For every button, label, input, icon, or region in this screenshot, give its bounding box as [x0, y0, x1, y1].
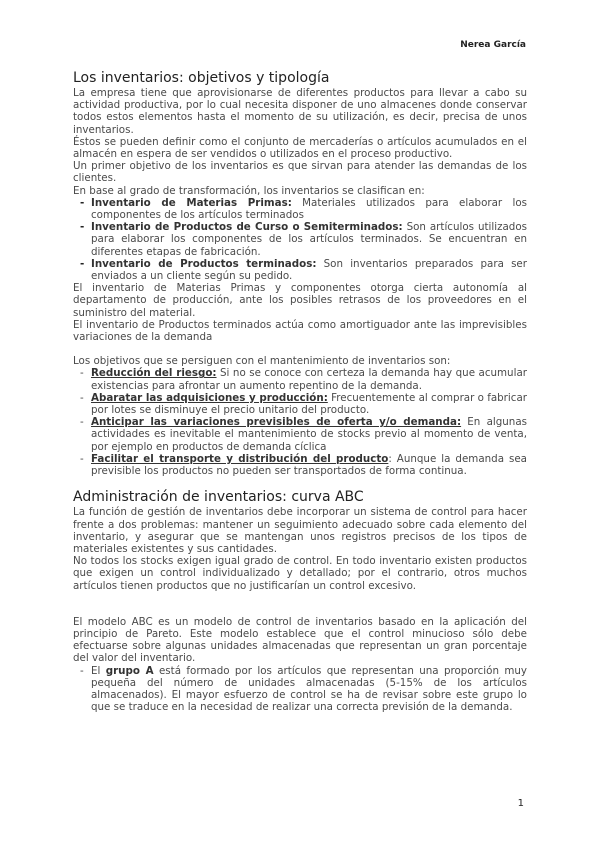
list-item-prefix: El — [91, 664, 106, 677]
list-item-text: Si no se conoce con certeza la demanda hay que acumular existencias para afrontar un aumento repentino de la demanda. — [91, 367, 527, 392]
list-item-text: : Aunque la demanda sea previsible los productos no pueden ser transportados de forma continua. — [91, 452, 527, 478]
objectives-list — [73, 367, 527, 477]
list-item — [73, 453, 527, 477]
list-item-term: Facilitar el transporte y distribución del producto — [91, 452, 389, 465]
list-item-text: Son artículos utilizados para elaborar los componentes de los artículos terminados. Se encuentran en diferentes etapas de fabricación. — [91, 221, 528, 258]
paragraph: El inventario de Materias Primas y componentes otorga cierta autonomía al departamento de producción, ante los posibles retrasos de los proveedores en el suministro del material. — [73, 282, 527, 319]
paragraph: Un primer objetivo de los inventarios es que sirvan para atender las demandas de los clientes. — [73, 160, 527, 185]
paragraph: El inventario de Productos terminados actúa como amortiguador ante las imprevisibles variaciones de la demanda — [73, 318, 527, 344]
list-item — [73, 416, 527, 453]
paragraph: El modelo ABC es un modelo de control de inventarios basado en la aplicación del principio de Pareto. Este modelo establece que el control minucioso sólo debe efectuarse sobre algunas unidades almacenadas que representan un gran porcentaje del valor del inventario. — [73, 615, 527, 665]
list-item — [73, 392, 527, 416]
list-item-term: Inventario de Productos de Curso o Semiterminados: — [91, 221, 403, 234]
paragraph: No todos los stocks exigen igual grado de control. En todo inventario existen productos que exigen un control individualizado y detallado; por el contrario, otros muchos artículos tienen productos que no justificarían un control excesivo. — [73, 555, 527, 592]
page-header-author: Nerea García — [460, 40, 526, 50]
abc-groups-list — [73, 665, 527, 714]
document-body — [73, 70, 527, 713]
paragraph: La función de gestión de inventarios debe incorporar un sistema de control para hacer frente a dos problemas: mantener un seguimiento adecuado sobre cada elemento del inventario, y asegurar que se mantengan unos registros precisos de los tipos de materiales existentes y sus cantidades. — [73, 506, 527, 555]
list-item-term: Inventario de Materias Primas: — [91, 196, 292, 209]
section-title-inventarios: Los inventarios: objetivos y tipología — [73, 70, 330, 86]
paragraph: En base al grado de transformación, los inventarios se clasifican en: — [73, 184, 425, 197]
list-item-text: está formado por los artículos que representan una proporción muy pequeña del número de unidades almacenadas (5-15% de los artículos almacenados). El mayor esfuerzo de control se ha de revisar sobre este grupo lo que se traduce en la necesidad de realizar una correcta previsión de la demanda. — [91, 664, 527, 714]
list-item — [73, 221, 527, 258]
list-item-text: Frecuentemente al comprar o fabricar por lotes se disminuye el precio unitario del producto. — [91, 391, 527, 417]
list-item — [73, 258, 527, 282]
paragraph: Los objetivos que se persiguen con el mantenimiento de inventarios son: — [73, 355, 451, 368]
list-item-text: Materiales utilizados para elaborar los componentes de los artículos terminados — [91, 196, 527, 222]
list-item-term: grupo A — [105, 664, 154, 677]
paragraph: Éstos se pueden definir como el conjunto de mercaderías o artículos acumulados en el almacén en espera de ser vendidos o utilizados en el proceso productivo. — [73, 135, 527, 161]
list-item — [73, 197, 527, 221]
list-item-term: Reducción del riesgo: — [91, 367, 217, 380]
paragraph: La empresa tiene que aprovisionarse de diferentes productos para llevar a cabo su actividad productiva, por lo cual necesita disponer de uno almacenes donde conservar todos estos elementos hasta el momento de su utilización, es decir, precisa de unos inventarios. — [73, 87, 527, 136]
list-item — [73, 665, 527, 714]
section-title-abc: Administración de inventarios: curva ABC — [73, 489, 364, 506]
inventory-types-list — [73, 197, 527, 282]
list-item-term: Inventario de Productos terminados: — [91, 257, 317, 270]
list-item-term: Anticipar las variaciones previsibles de oferta y/o demanda: — [91, 416, 462, 429]
list-item-term: Abaratar las adquisiciones y producción: — [91, 391, 328, 404]
list-item-text: En algunas actividades es inevitable el mantenimiento de stocks previo al momento de venta, por ejemplo en productos de demanda cíclica — [91, 416, 527, 453]
page-number: 1 — [517, 798, 524, 809]
list-item-text: Son inventarios preparados para ser enviados a un cliente según su pedido. — [91, 257, 527, 283]
list-item — [73, 367, 527, 391]
